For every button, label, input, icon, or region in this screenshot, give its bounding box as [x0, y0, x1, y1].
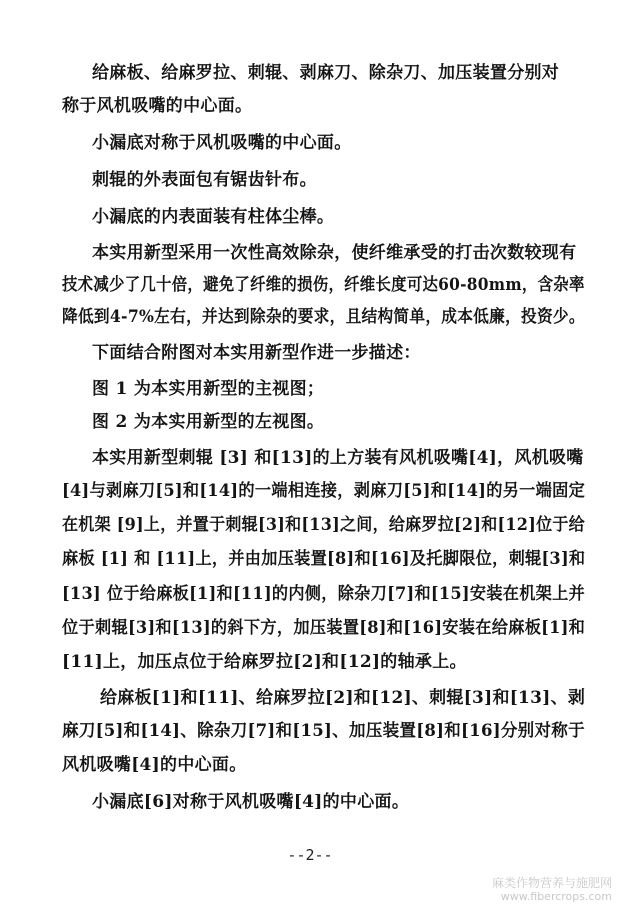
- text-line: 图 1 为本实用新型的主视图；: [92, 379, 325, 399]
- text-line: 小漏底对称于风机吸嘴的中心面。: [92, 133, 352, 153]
- text-line: 在机架 [9]上，并置于刺辊[3]和[13]之间，给麻罗拉[2]和[12]位于给: [62, 515, 585, 535]
- watermark-site-name: 麻类作物营养与施肥网: [491, 876, 612, 890]
- text-line: 给麻板、给麻罗拉、刺辊、剥麻刀、除杂刀、加压装置分别对: [92, 63, 560, 83]
- text-line: 给麻板[1]和[11]、给麻罗拉[2]和[12]、刺辊[3]和[13]、剥: [100, 688, 586, 708]
- text-line: 小漏底的内表面装有柱体尘棒。: [92, 207, 335, 227]
- text-line: 本实用新型刺辊 [3] 和[13]的上方装有风机吸嘴[4]，风机吸嘴: [92, 448, 584, 468]
- text-line: [4]与剥麻刀[5]和[14]的一端相连接，剥麻刀[5]和[14]的另一端固定: [62, 481, 586, 501]
- page-number: --2--: [287, 846, 333, 864]
- text-line: 本实用新型采用一次性高效除杂，使纤维承受的打击次数较现有: [92, 243, 577, 263]
- text-line: 技术减少了几十倍，避免了纤维的损伤，纤维长度可达60-80mm，含杂率: [62, 275, 585, 295]
- text-line: [13] 位于给麻板[1]和[11]的内侧，除杂刀[7]和[15]安装在机架上并: [62, 584, 586, 604]
- text-line: 刺辊的外表面包有锯齿针布。: [92, 170, 317, 190]
- text-line: 麻板 [1] 和 [11]上，并由加压装置[8]和[16]及托脚限位，刺辊[3]和: [62, 549, 586, 569]
- text-line: 图 2 为本实用新型的左视图。: [92, 412, 325, 432]
- text-line: 风机吸嘴[4]的中心面。: [62, 755, 247, 775]
- text-line: 位于刺辊[3]和[13]的斜下方，加压装置[8]和[16]安装在给麻板[1]和: [62, 618, 586, 638]
- text-line: 下面结合附图对本实用新型作进一步描述：: [92, 343, 421, 363]
- text-line: [11]上，加压点位于给麻罗拉[2]和[12]的轴承上。: [62, 652, 467, 672]
- watermark: [492, 876, 612, 904]
- text-line: 麻刀[5]和[14]、除杂刀[7]和[15]、加压装置[8]和[16]分别对称于: [62, 721, 585, 741]
- text-line: 称于风机吸嘴的中心面。: [62, 96, 253, 116]
- watermark-url: www.fibercrops.com: [500, 890, 612, 903]
- text-line: 小漏底[6]对称于风机吸嘴[4]的中心面。: [92, 792, 410, 812]
- text-line: 降低到4-7%左右，并达到除杂的要求，且结构简单，成本低廉，投资少。: [62, 307, 585, 327]
